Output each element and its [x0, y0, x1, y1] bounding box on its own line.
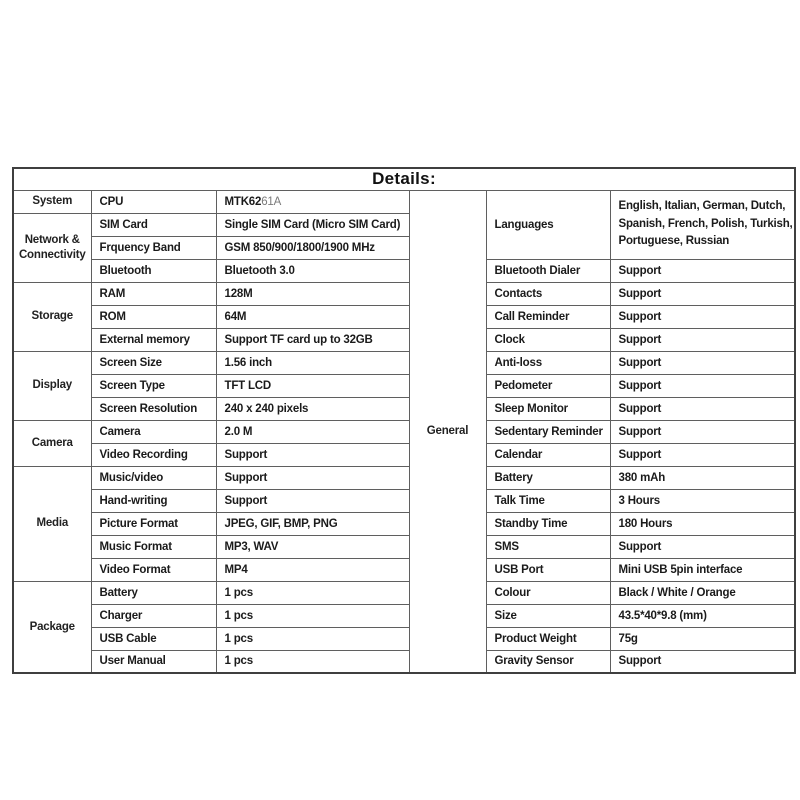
spec-value-cell: 1 pcs [216, 604, 409, 627]
spec-row [13, 650, 795, 673]
spec-label-cell: Camera [91, 420, 216, 443]
spec-row [13, 190, 795, 213]
spec-label-cell: Languages [486, 190, 610, 259]
spec-row [13, 397, 795, 420]
spec-value-cell: Support [610, 305, 795, 328]
cpu-model-bold: MTK62 [224, 195, 262, 208]
spec-label-cell: Frquency Band [91, 236, 216, 259]
details-title: Details: [13, 168, 795, 190]
spec-label-cell: CPU [91, 190, 216, 213]
spec-value-cell: 1.56 inch [216, 351, 409, 374]
spec-row [13, 305, 795, 328]
cpu-model-light: 61A [261, 195, 282, 208]
spec-value-cell: 1 pcs [216, 627, 409, 650]
spec-value-cell: JPEG, GIF, BMP, PNG [216, 512, 409, 535]
spec-label-cell: Bluetooth Dialer [486, 259, 610, 282]
spec-label-cell: SIM Card [91, 213, 216, 236]
group-cell-package: Package [13, 581, 91, 673]
spec-row [13, 466, 795, 489]
spec-label-cell: Screen Type [91, 374, 216, 397]
group-cell-system: System [13, 190, 91, 213]
spec-row [13, 581, 795, 604]
spec-label-cell: Contacts [486, 282, 610, 305]
spec-value-cell: Support [610, 535, 795, 558]
spec-value-cell: 3 Hours [610, 489, 795, 512]
spec-row [13, 604, 795, 627]
spec-value-cell: Black / White / Orange [610, 581, 795, 604]
spec-value-cell: 75g [610, 627, 795, 650]
languages-line-3: Portuguese, Russian [618, 235, 730, 248]
spec-label-cell: SMS [486, 535, 610, 558]
spec-label-cell: Video Format [91, 558, 216, 581]
spec-value-cell: Bluetooth 3.0 [216, 259, 409, 282]
spec-value-cell: Support [610, 351, 795, 374]
details-header-row [13, 168, 795, 190]
spec-value-cell: Support [216, 489, 409, 512]
spec-label-cell: Size [486, 604, 610, 627]
spec-value-cell: Support [610, 650, 795, 673]
spec-label-cell: Music/video [91, 466, 216, 489]
spec-label-cell: User Manual [91, 650, 216, 673]
spec-value-cell: 1 pcs [216, 650, 409, 673]
spec-label-cell: Sleep Monitor [486, 397, 610, 420]
spec-row [13, 443, 795, 466]
spec-label-cell: Bluetooth [91, 259, 216, 282]
spec-value-cell: Support [216, 466, 409, 489]
details-table [12, 167, 796, 674]
spec-value-cell: 240 x 240 pixels [216, 397, 409, 420]
spec-row [13, 328, 795, 351]
spec-value-cell: 380 mAh [610, 466, 795, 489]
spec-value-cell: Support [610, 374, 795, 397]
spec-label-cell: Sedentary Reminder [486, 420, 610, 443]
spec-value-cell: 64M [216, 305, 409, 328]
spec-value-cell: 128M [216, 282, 409, 305]
spec-value-cell: 2.0 M [216, 420, 409, 443]
spec-label-cell: Music Format [91, 535, 216, 558]
group-cell-network-connectivity: Network & Connectivity [13, 213, 91, 282]
languages-line-1: English, Italian, German, Dutch, [618, 200, 786, 213]
group-cell-storage: Storage [13, 282, 91, 351]
spec-label-cell: Charger [91, 604, 216, 627]
spec-value-cell [610, 190, 795, 259]
spec-value-cell: 43.5*40*9.8 (mm) [610, 604, 795, 627]
spec-row [13, 489, 795, 512]
spec-value-cell: MP4 [216, 558, 409, 581]
languages-line-2: Spanish, French, Polish, Turkish, [618, 217, 793, 230]
spec-value-cell: Support [610, 420, 795, 443]
spec-value-cell: Mini USB 5pin interface [610, 558, 795, 581]
spec-label-cell: Pedometer [486, 374, 610, 397]
spec-row [13, 351, 795, 374]
spec-value-cell: 1 pcs [216, 581, 409, 604]
spec-row [13, 558, 795, 581]
spec-label-cell: Battery [91, 581, 216, 604]
spec-label-cell: Product Weight [486, 627, 610, 650]
spec-value-cell [216, 190, 409, 213]
spec-row [13, 374, 795, 397]
spec-label-cell: External memory [91, 328, 216, 351]
spec-row [13, 282, 795, 305]
spec-value-cell: Support [216, 443, 409, 466]
spec-value-cell: GSM 850/900/1800/1900 MHz [216, 236, 409, 259]
spec-label-cell: USB Port [486, 558, 610, 581]
spec-value-cell: MP3, WAV [216, 535, 409, 558]
spec-label-cell: Colour [486, 581, 610, 604]
spec-label-cell: RAM [91, 282, 216, 305]
spec-row [13, 420, 795, 443]
spec-label-cell: Screen Size [91, 351, 216, 374]
spec-label-cell: Video Recording [91, 443, 216, 466]
spec-value-cell: 180 Hours [610, 512, 795, 535]
spec-row [13, 535, 795, 558]
spec-value-cell: Support [610, 282, 795, 305]
group-cell-media: Media [13, 466, 91, 581]
spec-value-cell: Support [610, 259, 795, 282]
spec-label-cell: ROM [91, 305, 216, 328]
spec-label-cell: Talk Time [486, 489, 610, 512]
spec-row [13, 627, 795, 650]
spec-label-cell: Picture Format [91, 512, 216, 535]
spec-value-cell: Support TF card up to 32GB [216, 328, 409, 351]
spec-label-cell: Calendar [486, 443, 610, 466]
group-cell-camera: Camera [13, 420, 91, 466]
spec-value-cell: Support [610, 443, 795, 466]
spec-value-cell: Single SIM Card (Micro SIM Card) [216, 213, 409, 236]
spec-label-cell: Hand-writing [91, 489, 216, 512]
group-cell-display: Display [13, 351, 91, 420]
spec-label-cell: Clock [486, 328, 610, 351]
spec-value-cell: Support [610, 397, 795, 420]
spec-label-cell: USB Cable [91, 627, 216, 650]
spec-label-cell: Battery [486, 466, 610, 489]
spec-value-cell: TFT LCD [216, 374, 409, 397]
spec-label-cell: Gravity Sensor [486, 650, 610, 673]
spec-row [13, 512, 795, 535]
spec-label-cell: Call Reminder [486, 305, 610, 328]
spec-row [13, 259, 795, 282]
group-cell-general: General [409, 190, 486, 673]
spec-value-cell: Support [610, 328, 795, 351]
spec-label-cell: Standby Time [486, 512, 610, 535]
spec-label-cell: Screen Resolution [91, 397, 216, 420]
spec-label-cell: Anti-loss [486, 351, 610, 374]
